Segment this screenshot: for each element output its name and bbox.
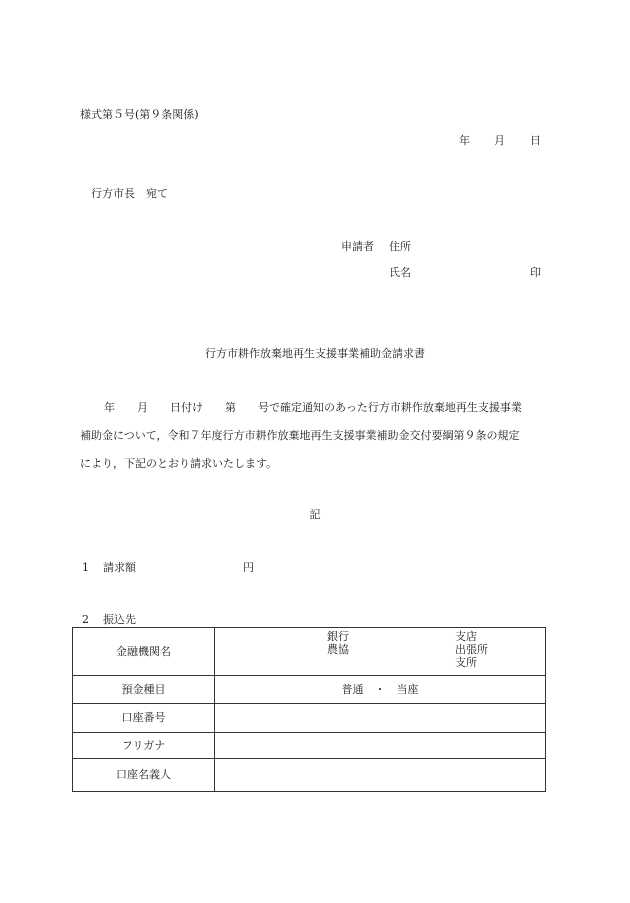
sub-branch-option: 支所 xyxy=(455,656,477,669)
account-number-field[interactable] xyxy=(215,704,546,733)
item1-unit: 円 xyxy=(243,561,254,574)
office-option: 出張所 xyxy=(455,643,488,656)
account-holder-row xyxy=(73,759,546,792)
item2-label: 振込先 xyxy=(103,613,136,626)
applicant-name-label: 氏名 xyxy=(389,266,411,279)
bank-option: 銀行 xyxy=(327,630,349,643)
date-year: 年 xyxy=(459,134,470,147)
nokyo-option: 農協 xyxy=(327,643,349,656)
applicant-label: 申請者 xyxy=(341,240,374,253)
institution-label: 金融機関名 xyxy=(73,628,215,676)
addressee: 行方市長 宛て xyxy=(91,187,168,200)
account-number-label: 口座番号 xyxy=(73,704,215,733)
date-day: 日 xyxy=(530,134,541,147)
date-month: 月 xyxy=(494,134,505,147)
item2-number: 2 xyxy=(82,613,89,626)
body-line-3: により，下記のとおり請求いたします。 xyxy=(80,457,278,470)
account-type-value[interactable]: 普通 ・ 当座 xyxy=(215,676,546,704)
institution-row xyxy=(73,628,546,676)
item1-number: 1 xyxy=(82,561,89,574)
account-holder-label: 口座名義人 xyxy=(73,759,215,792)
account-holder-field[interactable] xyxy=(215,759,546,792)
furigana-field[interactable] xyxy=(215,733,546,759)
branch-option: 支店 xyxy=(455,630,477,643)
body-line-2: 補助金について，令和７年度行方市耕作放棄地再生支援事業補助金交付要綱第９条の規定 xyxy=(80,429,520,442)
institution-cell[interactable] xyxy=(215,628,546,676)
furigana-row xyxy=(73,733,546,759)
applicant-address-label: 住所 xyxy=(389,240,411,253)
seal-mark: 印 xyxy=(530,266,541,279)
ki-heading: 記 xyxy=(309,508,321,521)
item1-label: 請求額 xyxy=(103,561,136,574)
account-number-row xyxy=(73,704,546,733)
document-title: 行方市耕作放棄地再生支援事業補助金請求書 xyxy=(205,347,425,360)
body-line-1: 年 月 日付け 第 号で確定通知のあった行方市耕作放棄地再生支援事業 xyxy=(104,401,522,414)
account-type-label: 預金種目 xyxy=(73,676,215,704)
form-header: 様式第５号(第９条関係) xyxy=(80,108,199,121)
bank-transfer-table xyxy=(72,627,546,792)
furigana-label: フリガナ xyxy=(73,733,215,759)
account-type-row xyxy=(73,676,546,704)
